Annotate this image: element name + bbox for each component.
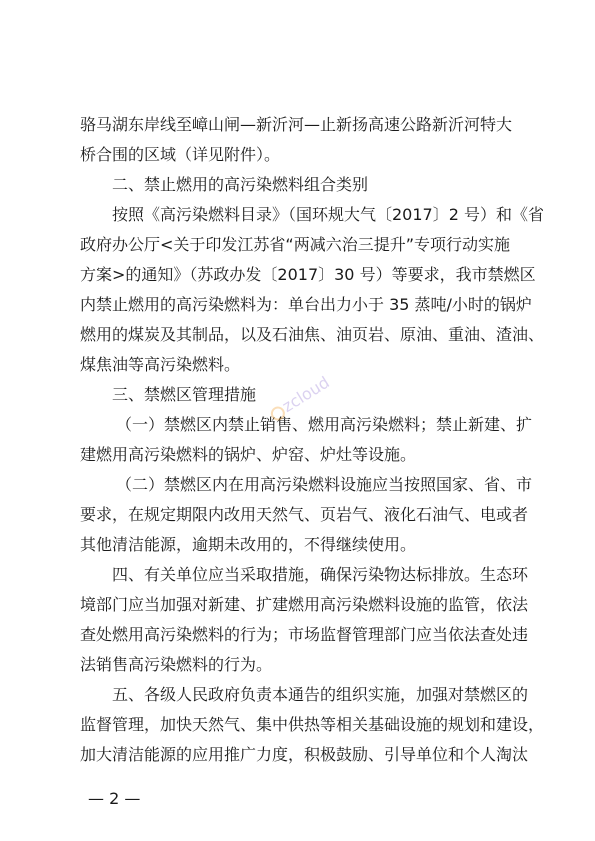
- text-line: 政府办公厅<关于印发江苏省“两减六治三提升”专项行动实施: [80, 235, 510, 254]
- section-heading: 三、禁燃区管理措施: [112, 385, 257, 404]
- text-line: （一）禁燃区内禁止销售、燃用高污染燃料；禁止新建、扩: [116, 415, 533, 434]
- text-line: 法销售高污染燃料的行为。: [80, 655, 273, 674]
- text-line: 燃用的煤炭及其制品，以及石油焦、油页岩、原油、重油、渣油、: [80, 325, 545, 344]
- watermark-text: zcloud: [278, 372, 333, 417]
- text-line: 建燃用高污染燃料的锅炉、炉窑、炉灶等设施。: [80, 445, 417, 464]
- page-number: — 2 —: [88, 789, 141, 808]
- text-line: 其他清洁能源，逾期未改用的，不得继续使用。: [80, 535, 417, 554]
- text-line: 监督管理，加快天然气、集中供热等相关基础设施的规划和建设，: [80, 715, 545, 734]
- text-line: 境部门应当加强对新建、扩建燃用高污染燃料设施的监管，依法: [80, 595, 529, 614]
- text-line: 查处燃用高污染燃料的行为；市场监督管理部门应当依法查处违: [80, 625, 529, 644]
- text-line: 桥合围的区域（详见附件）。: [80, 145, 281, 164]
- text-line: 按照《高污染燃料目录》（国环规大气〔2017〕2 号）和《省: [112, 205, 544, 224]
- text-line: 方案>的通知》（苏政办发〔2017〕30 号）等要求，我市禁燃区: [80, 265, 536, 284]
- text-line: 要求，在规定期限内改用天然气、页岩气、液化石油气、电或者: [80, 505, 529, 524]
- text-line: （二）禁燃区内在用高污染燃料设施应当按照国家、省、市: [116, 475, 533, 494]
- section-heading: 五、各级人民政府负责本通告的组织实施，加强对禁燃区的: [112, 685, 529, 704]
- text-line: 加大清洁能源的应用推广力度，积极鼓励、引导单位和个人淘汰: [80, 745, 529, 764]
- text-line: 煤焦油等高污染燃料。: [80, 355, 241, 374]
- text-line: 骆马湖东岸线至嶂山闸—新沂河—止新扬高速公路新沂河特大: [80, 115, 513, 134]
- text-line: 内禁止燃用的高污染燃料为：单台出力小于 35 蒸吨/小时的锅炉: [80, 295, 532, 314]
- section-heading: 四、有关单位应当采取措施，确保污染物达标排放。生态环: [112, 565, 529, 584]
- section-heading: 二、禁止燃用的高污染燃料组合类别: [112, 175, 369, 194]
